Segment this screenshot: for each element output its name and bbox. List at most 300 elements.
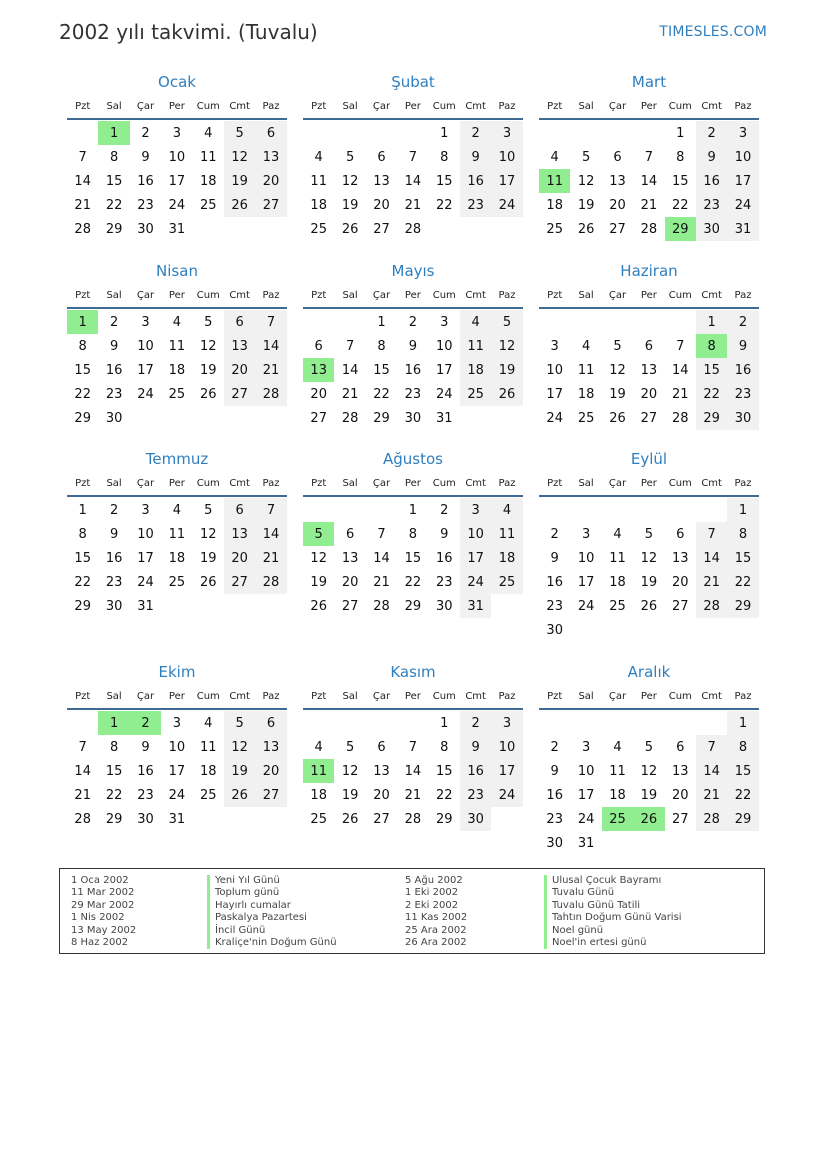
day-cell: 4 bbox=[613, 526, 622, 542]
day-cell: 6 bbox=[255, 121, 286, 145]
day-cell: 18 bbox=[310, 787, 327, 803]
day-cell: 8 bbox=[377, 338, 386, 354]
day-cell: 15 bbox=[105, 173, 123, 189]
day-cell: 12 bbox=[640, 763, 658, 779]
month-name: Ekim bbox=[158, 663, 196, 681]
empty-cell bbox=[602, 121, 633, 145]
day-cell: 28 bbox=[640, 221, 658, 237]
day-cell: 13 bbox=[671, 763, 689, 779]
empty-cell bbox=[303, 498, 334, 522]
day-cell: 19 bbox=[491, 358, 522, 382]
weekday-header bbox=[539, 94, 759, 120]
weekday-header bbox=[539, 471, 759, 497]
weekday-label: Cmt bbox=[229, 100, 250, 112]
weekday-label: Cmt bbox=[229, 477, 250, 489]
day-cell: 5 bbox=[345, 739, 355, 755]
empty-cell bbox=[67, 711, 98, 735]
day-cell: 5 bbox=[204, 314, 213, 330]
day-cell: 12 bbox=[224, 145, 255, 169]
empty-cell bbox=[539, 711, 570, 735]
day-cell: 1 bbox=[408, 502, 417, 518]
day-cell: 5 bbox=[491, 310, 522, 334]
day-cell: 28 bbox=[696, 807, 727, 831]
day-cell: 24 bbox=[460, 570, 491, 594]
day-cell: 20 bbox=[671, 574, 689, 590]
day-cell: 15 bbox=[435, 763, 453, 779]
legend-date: 11 Mar 2002 bbox=[71, 887, 135, 899]
day-cell: 16 bbox=[404, 362, 422, 378]
day-cell: 14 bbox=[404, 173, 422, 189]
month-4 bbox=[303, 261, 523, 430]
day-cell: 28 bbox=[696, 594, 727, 618]
site-brand[interactable]: TIMESLES.COM bbox=[659, 24, 767, 40]
day-cell: 25 bbox=[546, 221, 563, 237]
day-cell: 23 bbox=[546, 811, 563, 827]
day-cell: 22 bbox=[74, 574, 91, 590]
day-cell: 26 bbox=[577, 221, 595, 237]
day-cell: 2 bbox=[408, 314, 417, 330]
day-cell: 19 bbox=[341, 787, 359, 803]
empty-cell bbox=[570, 498, 601, 522]
weekday-label: Sal bbox=[106, 100, 122, 112]
day-cell: 8 bbox=[440, 149, 449, 165]
day-cell: 25 bbox=[168, 386, 186, 402]
day-cell: 19 bbox=[577, 197, 595, 213]
holiday-day-cell: 5 bbox=[303, 522, 334, 546]
day-cell: 19 bbox=[199, 550, 217, 566]
empty-cell bbox=[397, 711, 428, 735]
day-cell: 13 bbox=[671, 550, 689, 566]
day-cell: 15 bbox=[74, 550, 91, 566]
day-cell: 27 bbox=[671, 811, 689, 827]
day-cell: 22 bbox=[105, 787, 123, 803]
day-cell: 29 bbox=[74, 598, 91, 614]
day-cell: 3 bbox=[141, 314, 150, 330]
day-cell: 12 bbox=[341, 763, 359, 779]
weekday-label: Pzt bbox=[75, 289, 91, 301]
day-cell: 17 bbox=[168, 173, 186, 189]
day-cell: 31 bbox=[435, 410, 453, 426]
empty-cell bbox=[366, 711, 397, 735]
day-cell: 1 bbox=[440, 715, 449, 731]
weekday-label: Paz bbox=[498, 477, 516, 489]
day-cell: 13 bbox=[609, 173, 626, 189]
legend-holiday-name: Ulusal Çocuk Bayramı bbox=[544, 875, 682, 887]
legend-names-left bbox=[207, 875, 337, 949]
day-cell: 20 bbox=[609, 197, 626, 213]
day-cell: 17 bbox=[435, 362, 453, 378]
day-cell: 8 bbox=[78, 338, 87, 354]
day-cell: 9 bbox=[440, 526, 449, 542]
month-name: Ocak bbox=[158, 73, 196, 91]
day-cell: 11 bbox=[577, 362, 595, 378]
weekday-label: Per bbox=[168, 100, 185, 112]
day-cell: 2 bbox=[727, 310, 758, 334]
day-cell: 1 bbox=[377, 314, 386, 330]
day-cell: 19 bbox=[609, 386, 626, 402]
month-name: Eylül bbox=[630, 450, 668, 468]
empty-cell bbox=[539, 121, 570, 145]
day-cell: 14 bbox=[341, 362, 359, 378]
day-cell: 11 bbox=[168, 526, 186, 542]
day-cell: 24 bbox=[137, 386, 154, 402]
day-cell: 25 bbox=[460, 382, 491, 406]
day-cell: 13 bbox=[224, 334, 255, 358]
day-cell: 26 bbox=[310, 598, 327, 614]
day-cell: 22 bbox=[74, 386, 91, 402]
day-cell: 14 bbox=[74, 763, 91, 779]
day-cell: 18 bbox=[491, 546, 522, 570]
day-cell: 28 bbox=[74, 811, 91, 827]
day-grid bbox=[303, 498, 523, 618]
day-cell: 27 bbox=[640, 410, 658, 426]
day-cell: 8 bbox=[109, 739, 119, 755]
weekday-label: Sal bbox=[106, 690, 122, 702]
day-cell: 14 bbox=[255, 334, 286, 358]
day-cell: 4 bbox=[172, 502, 181, 518]
day-cell: 20 bbox=[255, 759, 286, 783]
weekday-label: Çar bbox=[136, 100, 155, 112]
weekday-header bbox=[67, 94, 287, 120]
day-grid bbox=[539, 498, 759, 642]
day-cell: 4 bbox=[314, 149, 323, 165]
weekday-label: Cum bbox=[196, 289, 220, 301]
weekday-label: Per bbox=[404, 289, 421, 301]
day-cell: 14 bbox=[696, 759, 727, 783]
weekday-header bbox=[67, 471, 287, 497]
day-cell: 29 bbox=[696, 406, 727, 430]
weekday-label: Cmt bbox=[229, 289, 250, 301]
day-cell: 29 bbox=[105, 221, 123, 237]
day-cell: 10 bbox=[546, 362, 563, 378]
day-cell: 6 bbox=[345, 526, 355, 542]
day-cell: 27 bbox=[255, 783, 286, 807]
empty-cell bbox=[334, 310, 365, 334]
day-cell: 15 bbox=[696, 358, 727, 382]
weekday-label: Per bbox=[404, 100, 421, 112]
weekday-label: Paz bbox=[734, 100, 752, 112]
weekday-header bbox=[539, 684, 759, 710]
month-name: Kasım bbox=[390, 663, 436, 681]
legend-holiday-name: Tahtın Doğum Günü Varisi bbox=[544, 912, 682, 924]
day-cell: 26 bbox=[224, 193, 255, 217]
day-cell: 27 bbox=[255, 193, 286, 217]
day-cell: 16 bbox=[137, 173, 154, 189]
legend-date: 1 Oca 2002 bbox=[71, 875, 129, 886]
empty-cell bbox=[570, 711, 601, 735]
weekday-label: Çar bbox=[136, 690, 155, 702]
month-9 bbox=[67, 662, 287, 831]
weekday-header bbox=[303, 684, 523, 710]
day-cell: 2 bbox=[460, 711, 491, 735]
day-cell: 20 bbox=[373, 787, 390, 803]
weekday-label: Per bbox=[640, 690, 657, 702]
day-cell: 20 bbox=[255, 169, 286, 193]
day-cell: 30 bbox=[460, 807, 491, 831]
day-cell: 21 bbox=[255, 546, 286, 570]
weekday-label: Paz bbox=[498, 289, 516, 301]
day-cell: 3 bbox=[440, 314, 449, 330]
legend-date: 2 Eki 2002 bbox=[405, 899, 459, 911]
empty-cell bbox=[539, 498, 570, 522]
day-cell: 20 bbox=[341, 574, 359, 590]
weekday-label: Çar bbox=[372, 289, 391, 301]
weekday-label: Per bbox=[168, 289, 185, 301]
weekday-label: Per bbox=[640, 477, 657, 489]
day-cell: 6 bbox=[676, 526, 685, 542]
month-name: Aralık bbox=[627, 663, 671, 681]
legend-date: 26 Ara 2002 bbox=[405, 936, 467, 948]
day-cell: 20 bbox=[640, 386, 658, 402]
day-cell: 18 bbox=[168, 362, 186, 378]
day-cell: 4 bbox=[613, 739, 622, 755]
holiday-day-cell: 2 bbox=[130, 711, 161, 735]
weekday-label: Cum bbox=[432, 100, 456, 112]
day-cell: 2 bbox=[460, 121, 491, 145]
weekday-label: Cmt bbox=[701, 289, 722, 301]
weekday-label: Cum bbox=[196, 690, 220, 702]
day-cell: 16 bbox=[137, 763, 154, 779]
day-cell: 24 bbox=[491, 783, 522, 807]
day-cell: 8 bbox=[408, 526, 417, 542]
day-cell: 7 bbox=[696, 522, 727, 546]
day-cell: 4 bbox=[204, 715, 213, 731]
month-5 bbox=[539, 261, 759, 430]
legend-holiday-name: Tuvalu Günü bbox=[544, 887, 682, 899]
weekday-label: Pzt bbox=[547, 289, 563, 301]
day-cell: 17 bbox=[491, 759, 522, 783]
day-cell: 8 bbox=[78, 526, 87, 542]
page-title: 2002 yılı takvimi. (Tuvalu) bbox=[59, 20, 318, 44]
day-cell: 8 bbox=[676, 149, 685, 165]
day-cell: 23 bbox=[460, 193, 491, 217]
day-cell: 23 bbox=[137, 787, 154, 803]
weekday-label: Sal bbox=[578, 100, 594, 112]
day-cell: 4 bbox=[550, 149, 559, 165]
day-cell: 10 bbox=[577, 763, 595, 779]
day-cell: 14 bbox=[373, 550, 390, 566]
weekday-label: Pzt bbox=[547, 100, 563, 112]
day-cell: 18 bbox=[609, 787, 626, 803]
empty-cell bbox=[633, 121, 664, 145]
day-cell: 23 bbox=[105, 574, 123, 590]
day-cell: 10 bbox=[168, 149, 186, 165]
weekday-label: Per bbox=[404, 477, 421, 489]
day-cell: 9 bbox=[109, 526, 119, 542]
day-cell: 26 bbox=[491, 382, 522, 406]
day-cell: 11 bbox=[310, 173, 327, 189]
day-cell: 28 bbox=[373, 598, 390, 614]
day-cell: 21 bbox=[404, 787, 422, 803]
month-7 bbox=[303, 449, 523, 618]
day-grid bbox=[539, 121, 759, 241]
day-cell: 15 bbox=[671, 173, 689, 189]
holiday-day-cell: 11 bbox=[539, 169, 570, 193]
day-cell: 15 bbox=[373, 362, 390, 378]
day-cell: 26 bbox=[640, 598, 658, 614]
day-cell: 20 bbox=[310, 386, 327, 402]
day-cell: 7 bbox=[78, 739, 87, 755]
day-cell: 31 bbox=[168, 221, 186, 237]
day-cell: 24 bbox=[435, 386, 453, 402]
day-cell: 9 bbox=[109, 338, 119, 354]
weekday-label: Sal bbox=[342, 100, 358, 112]
day-cell: 1 bbox=[78, 502, 87, 518]
weekday-label: Cum bbox=[668, 100, 692, 112]
weekday-label: Cmt bbox=[465, 690, 486, 702]
day-cell: 22 bbox=[435, 197, 453, 213]
day-cell: 9 bbox=[141, 739, 150, 755]
day-cell: 27 bbox=[224, 570, 255, 594]
day-grid bbox=[539, 711, 759, 855]
day-cell: 11 bbox=[460, 334, 491, 358]
weekday-label: Çar bbox=[608, 690, 627, 702]
day-cell: 25 bbox=[577, 410, 595, 426]
day-cell: 7 bbox=[644, 149, 653, 165]
day-cell: 3 bbox=[491, 711, 522, 735]
day-cell: 27 bbox=[609, 221, 626, 237]
legend-dates-left bbox=[71, 875, 136, 949]
day-cell: 31 bbox=[727, 217, 758, 241]
day-cell: 24 bbox=[577, 598, 595, 614]
day-cell: 3 bbox=[727, 121, 758, 145]
day-cell: 23 bbox=[105, 386, 123, 402]
legend-date: 8 Haz 2002 bbox=[71, 936, 129, 948]
day-cell: 4 bbox=[491, 498, 522, 522]
month-1 bbox=[303, 72, 523, 241]
weekday-label: Pzt bbox=[311, 477, 327, 489]
day-cell: 16 bbox=[696, 169, 727, 193]
legend-holiday-name: Tuvalu Günü Tatili bbox=[544, 900, 682, 912]
day-cell: 7 bbox=[255, 498, 286, 522]
day-cell: 14 bbox=[404, 763, 422, 779]
empty-cell bbox=[665, 711, 696, 735]
day-cell: 1 bbox=[727, 711, 758, 735]
day-cell: 13 bbox=[255, 145, 286, 169]
day-cell: 25 bbox=[199, 787, 217, 803]
legend-holiday-name: Noel günü bbox=[544, 925, 682, 937]
empty-cell bbox=[539, 310, 570, 334]
day-cell: 26 bbox=[341, 221, 359, 237]
weekday-label: Cum bbox=[196, 100, 220, 112]
day-cell: 24 bbox=[491, 193, 522, 217]
empty-cell bbox=[366, 121, 397, 145]
day-cell: 28 bbox=[255, 382, 286, 406]
day-cell: 1 bbox=[696, 310, 727, 334]
legend-date: 25 Ara 2002 bbox=[405, 924, 467, 936]
empty-cell bbox=[696, 498, 727, 522]
day-cell: 22 bbox=[404, 574, 422, 590]
day-cell: 18 bbox=[168, 550, 186, 566]
day-cell: 3 bbox=[550, 338, 559, 354]
holiday-day-cell: 11 bbox=[303, 759, 334, 783]
weekday-label: Cmt bbox=[701, 690, 722, 702]
day-grid bbox=[303, 711, 523, 831]
empty-cell bbox=[334, 498, 365, 522]
day-cell: 20 bbox=[224, 546, 255, 570]
empty-cell bbox=[303, 711, 334, 735]
day-cell: 1 bbox=[440, 125, 449, 141]
day-cell: 18 bbox=[460, 358, 491, 382]
month-11 bbox=[539, 662, 759, 855]
weekday-label: Çar bbox=[608, 100, 627, 112]
weekday-label: Cmt bbox=[465, 477, 486, 489]
day-cell: 7 bbox=[255, 310, 286, 334]
holiday-day-cell: 1 bbox=[98, 711, 129, 735]
day-cell: 21 bbox=[74, 197, 91, 213]
empty-cell bbox=[665, 310, 696, 334]
day-cell: 13 bbox=[373, 173, 390, 189]
day-cell: 1 bbox=[676, 125, 685, 141]
day-cell: 17 bbox=[137, 550, 154, 566]
legend-date: 29 Mar 2002 bbox=[71, 899, 135, 911]
day-cell: 19 bbox=[640, 574, 658, 590]
day-cell: 3 bbox=[172, 715, 181, 731]
day-cell: 11 bbox=[168, 338, 186, 354]
day-cell: 30 bbox=[105, 410, 123, 426]
day-cell: 21 bbox=[671, 386, 689, 402]
day-cell: 4 bbox=[460, 310, 491, 334]
day-cell: 26 bbox=[199, 574, 217, 590]
day-cell: 28 bbox=[341, 410, 359, 426]
weekday-header bbox=[303, 283, 523, 309]
day-cell: 12 bbox=[224, 735, 255, 759]
day-cell: 13 bbox=[373, 763, 390, 779]
day-cell: 7 bbox=[345, 338, 355, 354]
day-cell: 12 bbox=[199, 338, 217, 354]
day-cell: 27 bbox=[671, 598, 689, 614]
day-cell: 8 bbox=[109, 149, 119, 165]
day-cell: 21 bbox=[341, 386, 359, 402]
legend-holiday-name: Yeni Yıl Günü bbox=[207, 875, 337, 887]
day-cell: 12 bbox=[199, 526, 217, 542]
weekday-label: Çar bbox=[608, 477, 627, 489]
day-cell: 12 bbox=[310, 550, 327, 566]
day-cell: 30 bbox=[435, 598, 453, 614]
day-cell: 23 bbox=[404, 386, 422, 402]
day-cell: 10 bbox=[435, 338, 453, 354]
day-cell: 11 bbox=[609, 763, 626, 779]
weekday-label: Pzt bbox=[547, 477, 563, 489]
weekday-label: Paz bbox=[734, 289, 752, 301]
weekday-label: Pzt bbox=[311, 690, 327, 702]
day-cell: 13 bbox=[255, 735, 286, 759]
legend-holiday-name: Toplum günü bbox=[207, 887, 337, 899]
day-cell: 2 bbox=[440, 502, 449, 518]
legend-date: 11 Kas 2002 bbox=[405, 912, 468, 924]
day-cell: 17 bbox=[137, 362, 154, 378]
day-grid bbox=[303, 121, 523, 241]
weekday-header bbox=[539, 283, 759, 309]
day-cell: 29 bbox=[74, 410, 91, 426]
day-cell: 31 bbox=[460, 594, 491, 618]
weekday-label: Cmt bbox=[701, 100, 722, 112]
day-cell: 3 bbox=[460, 498, 491, 522]
day-cell: 15 bbox=[727, 759, 758, 783]
weekday-label: Pzt bbox=[75, 100, 91, 112]
day-cell: 27 bbox=[341, 598, 359, 614]
day-cell: 6 bbox=[314, 338, 323, 354]
day-cell: 6 bbox=[644, 338, 653, 354]
day-cell: 20 bbox=[224, 358, 255, 382]
weekday-label: Paz bbox=[262, 477, 280, 489]
day-cell: 9 bbox=[141, 149, 150, 165]
day-cell: 7 bbox=[696, 735, 727, 759]
day-cell: 5 bbox=[224, 121, 255, 145]
day-cell: 10 bbox=[491, 145, 522, 169]
day-cell: 25 bbox=[491, 570, 522, 594]
month-6 bbox=[67, 449, 287, 618]
